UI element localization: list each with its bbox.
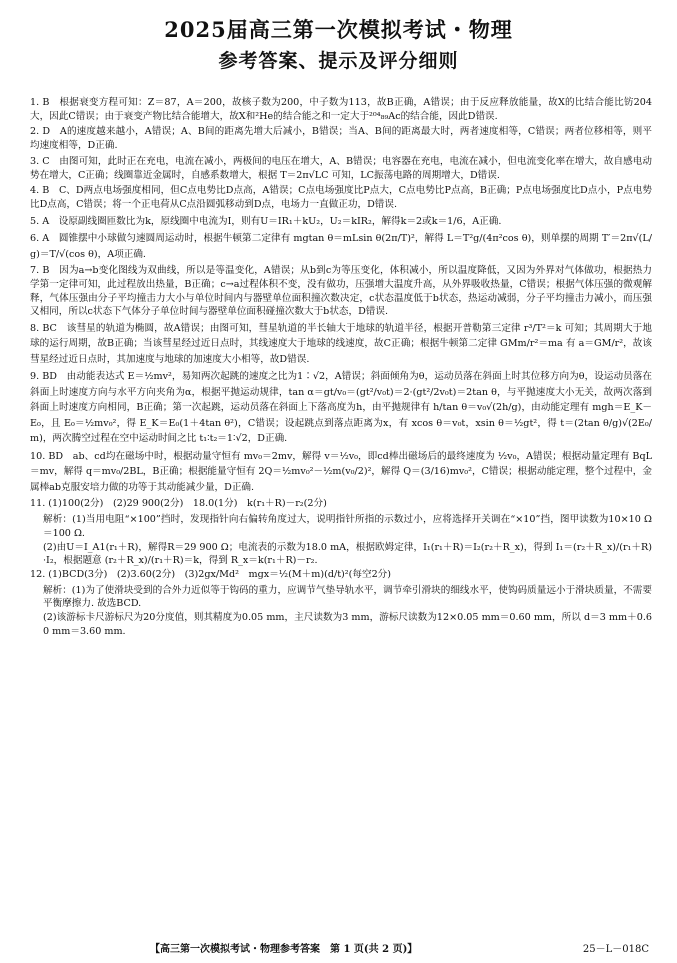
answer-6: 6. A 圆锥摆中小球做匀速圆周运动时，根据牛顿第二定律有 mgtan θ＝mLsin θ(2π/T)²，解得 L＝T²g/(4π²cos θ)，则单摆的周期 T′＝2π√(L/g)＝T/√(cos θ)，A项正确.: [30, 233, 652, 260]
answer-11-analysis-2: (2)由U＝I_A1(r₁＋R)，解得R＝29 900 Ω；电流表的示数为18.0 mA，根据欧姆定律，I₁(r₁＋R)＝I₂(r₂＋R_x)，得到 I₁＝(r₂＋R_x)/(r₁＋R)·I₂，根据题意 (r₂＋R_x)/(r₁＋R)＝k，得到 R_x＝k(r₁＋R)－r₂.: [43, 541, 652, 567]
answer-1: 1. B 根据衰变方程可知：Z＝87，A＝200，故核子数为200，中子数为113，故B正确，A错误；由于反应释放能量，故X的比结合能比钫204大，因此C错误；由于衰变产物比结合能增大，故X和²He的结合能之和一定大于²⁰⁴₈₉Ac的结合能，因此D错误.: [30, 97, 652, 122]
answer-4: 4. B C、D两点电场强度相同，但C点电势比D点高，A错误；C点电场强度比P点大，C点电势比P点高，B正确；P点电场强度比D点小，P点电势比D点高，C错误；将一个正电荷从C点沿圆弧移动到D点，电场力一直做正功，D错误.: [30, 185, 652, 210]
page-title: 2025届高三第一次模拟考试・物理: [164, 17, 513, 42]
answer-10: 10. BD ab、cd均在磁场中时，根据动量守恒有 mv₀＝2mv，解得 v＝½v₀，即cd棒出磁场后的最终速度为 ½v₀，A错误；根据动量定理有 BqL＝mv，解得 q＝mv₀/2BL，B正确；根据能量守恒有 2Q＝½mv₀²－½m(v₀/2)²，解得 Q＝(3/16)mv₀²，C错误；根据动能定理，整个过程中，金属棒ab克服安培力做的功等于其动能减少量，D正确.: [30, 450, 652, 493]
footer-doc-code: 25－L－018C: [582, 944, 649, 955]
answer-2: 2. D A的速度越来越小，A错误；A、B间的距离先增大后减小，B错误；当A、B间的距离最大时，两者速度相等，C错误；两者位移相等，则平均速度相等，D正确.: [30, 126, 652, 152]
answer-5: 5. A 设原副线圈匝数比为k，原线圈中电流为I，则有U＝IR₁＋kU₂，U₂＝kIR₂，解得k＝2或k＝1/6，A正确.: [30, 215, 502, 227]
answer-12: 12. (1)BCD(3分) (2)3.60(2分) (3)2gx/Md² mgx＝½(M＋m)(d/t)²(每空2分): [30, 568, 392, 580]
answer-8: 8. BC 该彗星的轨道为椭圆，故A错误；由图可知，彗星轨道的半长轴大于地球的轨道半径，根据开普勒第三定律 r³/T²＝k 可知；其周期大于地球的运行周期，故B正确；当该彗星经过近日点时，其线速度大于地球的线速度，故C正确；根据牛顿第二定律 GMm/r²＝ma 有 a＝GM/r²，故该彗星经过近日点时，其加速度与地球的加速度大小相等，故D错误.: [30, 322, 652, 365]
answer-3: 3. C 由图可知，此时正在充电，电流在减小，两极间的电压在增大，A、B错误；电容器在充电，电流在减小，但电流变化率在增大，故自感电动势在增大，C正确；线圈靠近金属时，自感系数增大，根据 T＝2π√LC 可知，LC振荡电路的周期增大，D错误.: [30, 155, 652, 181]
answer-11: 11. (1)100(2分) (2)29 900(2分) 18.0(1分) k(r₁＋R)－r₂(2分): [30, 498, 327, 510]
answer-12-analysis-2: (2)该游标卡尺游标尺为20分度值，则其精度为0.05 mm，主尺读数为3 mm，游标尺读数为12×0.05 mm＝0.60 mm，所以 d＝3 mm＋0.60 mm＝3.60 mm.: [43, 612, 652, 637]
answers-body: [30, 96, 652, 638]
footer-page-info: 【高三第一次模拟考试・物理参考答案 第 1 页(共 2 页)】: [150, 944, 418, 955]
answer-7: 7. B 因为a→b变化图线为双曲线，所以是等温变化，A错误；从b到c为等压变化，体积减小，所以温度降低，又因为外界对气体做功，根据热力学第一定律可知，此过程放出热量，B正确；c→a过程体积不变，没有做功，压强增大温度升高，从外界吸收热量，C错误；根据气体压强的微观解释，气体压强由分子平均撞击力大小与单位时间内与器壁单位面积撞次数决定，c状态温度低于b状态，热运动减弱，分子平均撞击力减小，而压强又相同，所以c状态下气体分子单位时间与器壁单位面积碰撞次数大于b状态，D错误.: [30, 265, 652, 318]
answer-12-analysis-1: 解析：(1)为了使滑块受到的合外力近似等于钩码的重力，应调节气垫导轨水平，调节牵引滑块的细线水平，使钩码质量远小于滑块质量，不需要平衡摩擦力. 故选BCD.: [43, 584, 652, 610]
page-subtitle: 参考答案、提示及评分细则: [218, 50, 459, 72]
answer-9: 9. BD 由动能表达式 E＝½mv²，易知两次起跳的速度之比为1∶√2，A错误；斜面倾角为θ，运动员落在斜面上时其位移方向为θ，设运动员落在斜面上时速度方向与水平方向夹角为α，根据平抛运动规律，tan α＝gt/v₀＝(gt²/v₀t)＝2·(gt²/2v₀t)＝2tan θ，与平抛速度大小无关，故两次落到斜面上时速度方向相同，B正确；第一次起跳，运动员落在斜面上下落高度为h，由平抛规律有 h/tan θ＝v₀√(2h/g)，由动能定理有 mgh＝E_K－E₀，且 E₀＝½mv₀²，得 E_K＝E₀(1＋4tan θ²)，C错误；设起跳点到落点距离为x，有 xcos θ＝v₀t，xsin θ＝½gt²，得 t＝(2tan θ/g)√(2E₀/m)，两次腾空过程在空中运动时间之比 t₁∶t₂＝1∶√2，D正确.: [30, 371, 652, 445]
answer-11-analysis-1: 解析：(1)当用电阻“×100”挡时，发现指针向右偏转角度过大，说明指针所指的示数过小，应将选择开关调在“×10”挡，图甲读数为10×10 Ω＝100 Ω.: [43, 514, 652, 539]
